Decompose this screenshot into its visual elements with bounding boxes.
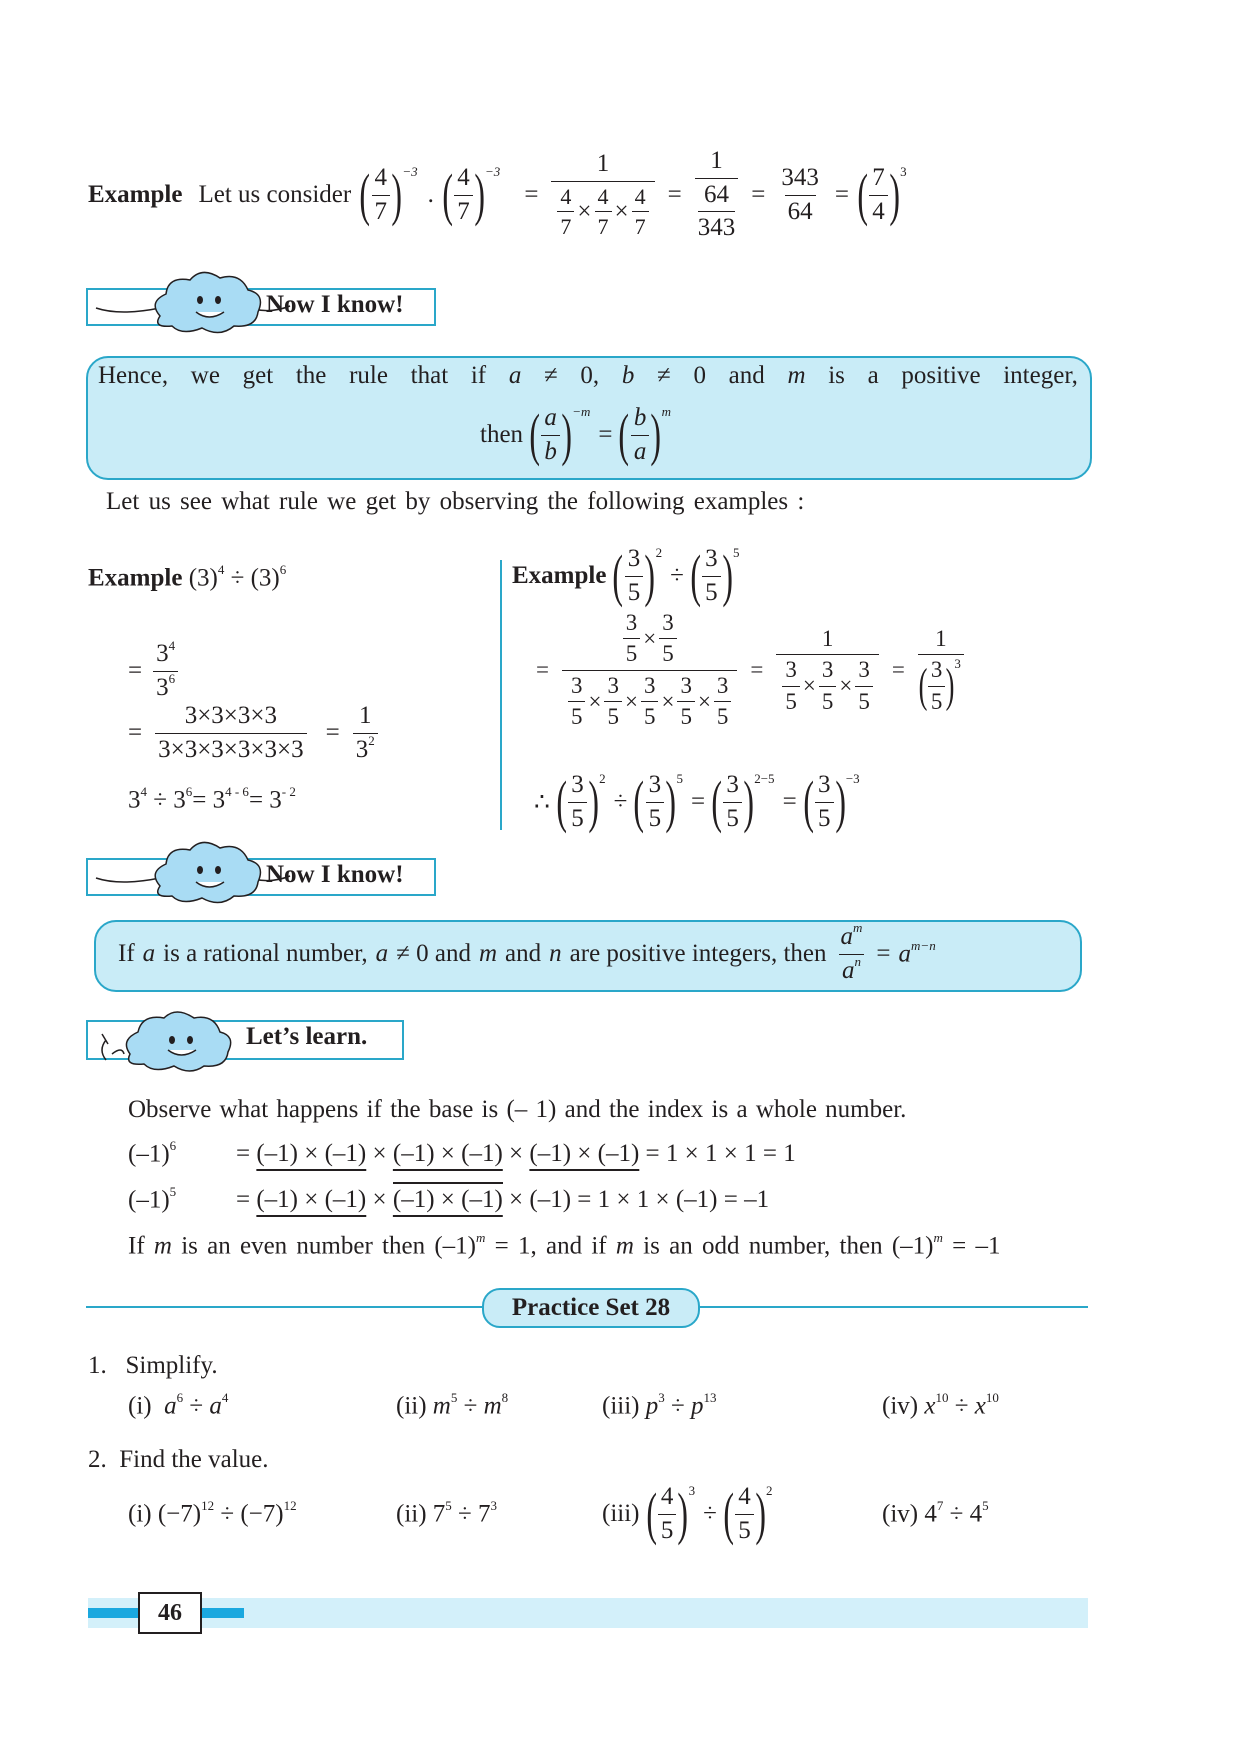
intro-text: Let us see what rule we get by observing the following examples : — [106, 488, 805, 515]
example-2-step2: = $\frac{3\times 3\times 3\times 3}{3\times 3\times 3\times 3\times 3\times 3}$ = $\frac{1}{3^2}$ — [128, 702, 381, 765]
practice-set-title: Practice Set 28 — [482, 1288, 700, 1328]
example-2-result: $3^4 \div 3^6= 3^{4 - 6}= 3^{- 2}$ — [128, 784, 296, 814]
paren-frac: ( $\frac{7}{4}$ ) 3 — [857, 162, 907, 227]
q1-item-iii: (iii) $p^3 \div p^{13}$ — [602, 1390, 717, 1420]
column-divider — [500, 560, 502, 830]
paren-frac: ( $\frac{4}{7}$ ) −3 — [359, 162, 418, 227]
paren-frac: ( $\frac{4}{7}$ ) −3 — [442, 162, 501, 227]
dot: . — [427, 181, 434, 208]
q2-item-ii: (ii) $7^5 \div 7^3$ — [396, 1498, 498, 1528]
question-1: 1. Simplify. — [88, 1352, 218, 1379]
equals: = — [751, 181, 766, 208]
equals: = — [524, 181, 539, 208]
fraction-1-over-product: 1 $\frac{4}{7}$ × $\frac{4}{7}$ × $\frac{4}{7}$ — [551, 150, 654, 239]
now-i-know-banner — [86, 286, 436, 326]
observe-intro: Observe what happens if the base is (– 1) and the index is a whole number. — [128, 1096, 907, 1123]
q1-item-ii: (ii) $m^5 \div m^8$ — [396, 1390, 509, 1420]
observe-row-1: $(-1)^6$ = (–1) × (–1) × (–1) × (–1) × (–1) × (–1) = 1 × 1 × 1 = 1 — [128, 1138, 796, 1168]
lets-learn-banner — [86, 1018, 406, 1058]
lets-learn-label: Let’s learn. — [246, 1023, 368, 1050]
example-3-heading: Example ( $\frac{3}{5}$ ) 2 ÷ ( $\frac{3}{5}$ ) 5 — [512, 543, 740, 608]
example-lead: Let us consider — [198, 181, 352, 208]
fraction-1-over-64-343: 1 64 343 — [695, 147, 739, 243]
question-2: 2. Find the value. — [88, 1446, 269, 1473]
fraction-343-64: $\frac{343}{64}$ — [781, 163, 819, 225]
example-3-step1: = $\frac{3}{5}$ × $\frac{3}{5}$ $\frac{3}{5}$ × $\frac{3}{5}$ × $\frac{3}{5}$ × $\frac{3}{5}$ × $\frac{3}{5}$ = 1 $\frac{3}{5}$ × $\frac{3}{5}$ × $\frac{3}{5}$ = 1 ( $\frac{3}{5}$ ) 3 — [536, 610, 967, 731]
now-i-know-label: Now I know! — [266, 291, 404, 318]
rule-box-1-line1: Hence, we get the rule that if a ≠ 0, b ≠ 0 and m is a positive integer, — [98, 362, 1078, 389]
example-3-result: ∴ ( $\frac{3}{5}$ ) 2 ÷ ( $\frac{3}{5}$ ) 5 = ( $\frac{3}{5}$ ) 2−5 = ( $\frac{3}{5}$ ) −3 — [534, 769, 860, 834]
observe-conclusion: If m is an even number then $(-1)^m = 1$, and if m is an odd number, then $(-1)^m = -1$ — [128, 1230, 1001, 1260]
example-label: Example — [88, 181, 183, 208]
q2-item-iv: (iv) $4^7 \div 4^5$ — [882, 1498, 989, 1528]
now-i-know-banner — [86, 856, 436, 896]
q2-item-i: (i) $(-7)^{12} \div (-7)^{12}$ — [128, 1498, 297, 1528]
equals: = — [834, 181, 849, 208]
rule-box-1-formula: then ( $\frac{a}{b}$ ) −m = ( $\frac{b}{a}$ ) m — [480, 402, 672, 468]
q2-item-iii: (iii) ( $\frac{4}{5}$ ) 3 ÷ ( $\frac{4}{5}$ ) 2 — [602, 1481, 773, 1546]
q1-item-iv: (iv) $x^{10} \div x^{10}$ — [882, 1390, 999, 1420]
now-i-know-label: Now I know! — [266, 861, 404, 888]
q1-item-i: (i) $a^6 \div a^4$ — [128, 1390, 229, 1420]
equals: = — [667, 181, 682, 208]
example-1 — [88, 146, 907, 242]
page-number: 46 — [138, 1592, 202, 1634]
example-2-heading: Example $(3)^4 \div (3)^6$ — [88, 562, 287, 592]
rule-box-2-text: If a is a rational number, a ≠ 0 and m and n are positive integers, then $\frac{a^m}{a^n}$ = $a^{m-n}$ — [118, 920, 936, 984]
example-2-step1: = $\frac{3^4}{3^6}$ — [128, 640, 181, 703]
observe-row-2: $(-1)^5$ = (–1) × (–1) × (–1) × (–1) × (–1) = 1 × 1 × (–1) = –1 — [128, 1183, 770, 1213]
